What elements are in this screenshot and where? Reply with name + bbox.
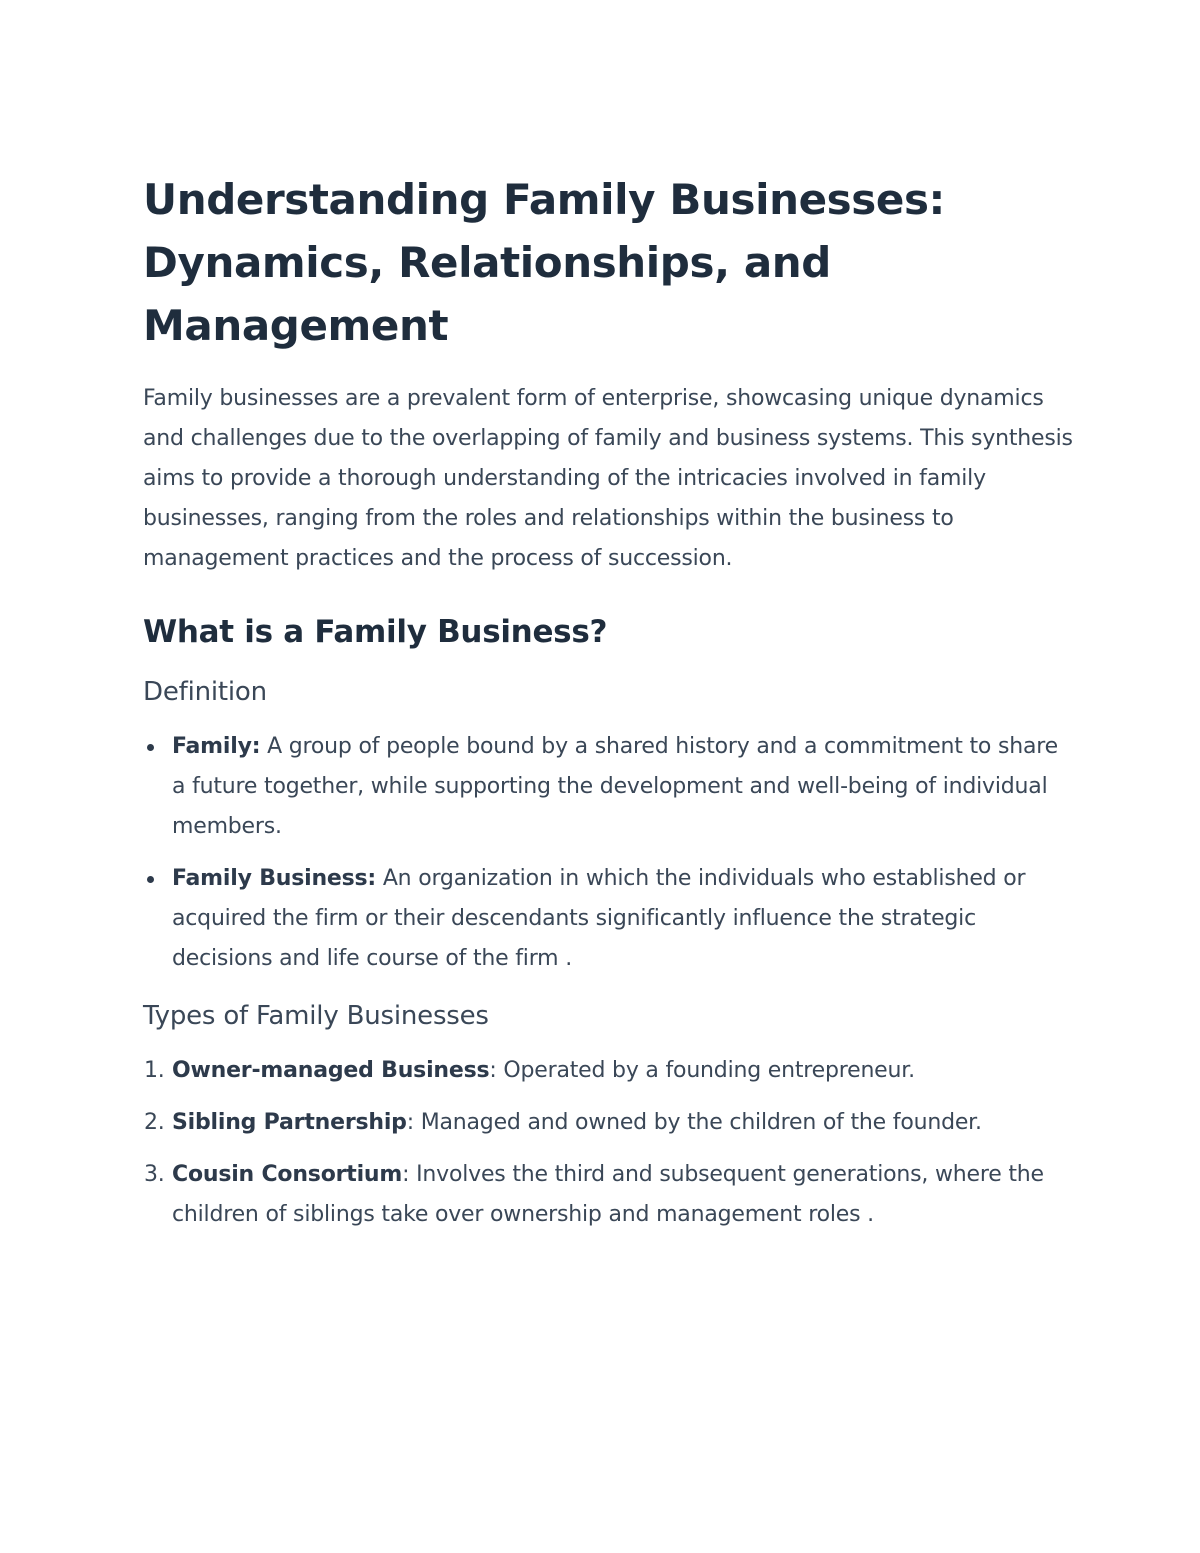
definition-text: A group of people bound by a shared history and a commitment to share a future together, while supporting the development and well-being of individual members. <box>172 734 1058 839</box>
types-heading: Types of Family Businesses <box>143 1001 489 1031</box>
type-text: : Involves the third and subsequent generations, where the children of siblings take over ownership and management roles . <box>172 1162 1044 1227</box>
definition-heading: Definition <box>143 677 267 707</box>
definition-text: An organization in which the individuals who established or acquired the firm or their descendants significantly influence the strategic decisions and life course of the firm . <box>172 866 1026 971</box>
list-number: 1. <box>144 1058 165 1083</box>
type-term: Sibling Partnership <box>172 1110 407 1135</box>
type-term: Owner-managed Business <box>172 1058 490 1083</box>
section-heading: What is a Family Business? <box>143 614 608 650</box>
document-page <box>143 168 1073 1247</box>
definition-item-family-business <box>172 859 1073 979</box>
list-number: 2. <box>144 1110 165 1135</box>
list-number: 3. <box>144 1162 165 1187</box>
types-item-sibling-partnership <box>144 1103 1073 1143</box>
definition-item-family <box>172 727 1073 847</box>
definition-term: Family: <box>172 734 261 759</box>
types-list <box>143 1051 1073 1235</box>
document-title: Understanding Family Businesses: Dynamics, Relationships, and Management <box>143 175 945 350</box>
definition-list <box>143 727 1073 979</box>
definition-term: Family Business: <box>172 866 377 891</box>
type-term: Cousin Consortium <box>172 1162 403 1187</box>
intro-paragraph: Family businesses are a prevalent form of enterprise, showcasing unique dynamics and challenges due to the overlapping of family and business systems. This synthesis aims to provide a thorough understanding of the intricacies involved in family businesses, ranging from the roles and relationships within the business to management practices and the process of succession. <box>143 386 1073 571</box>
type-text: : Managed and owned by the children of the founder. <box>406 1110 982 1135</box>
types-item-owner-managed <box>144 1051 1073 1091</box>
types-item-cousin-consortium <box>144 1155 1073 1235</box>
type-text: : Operated by a founding entrepreneur. <box>489 1058 915 1083</box>
